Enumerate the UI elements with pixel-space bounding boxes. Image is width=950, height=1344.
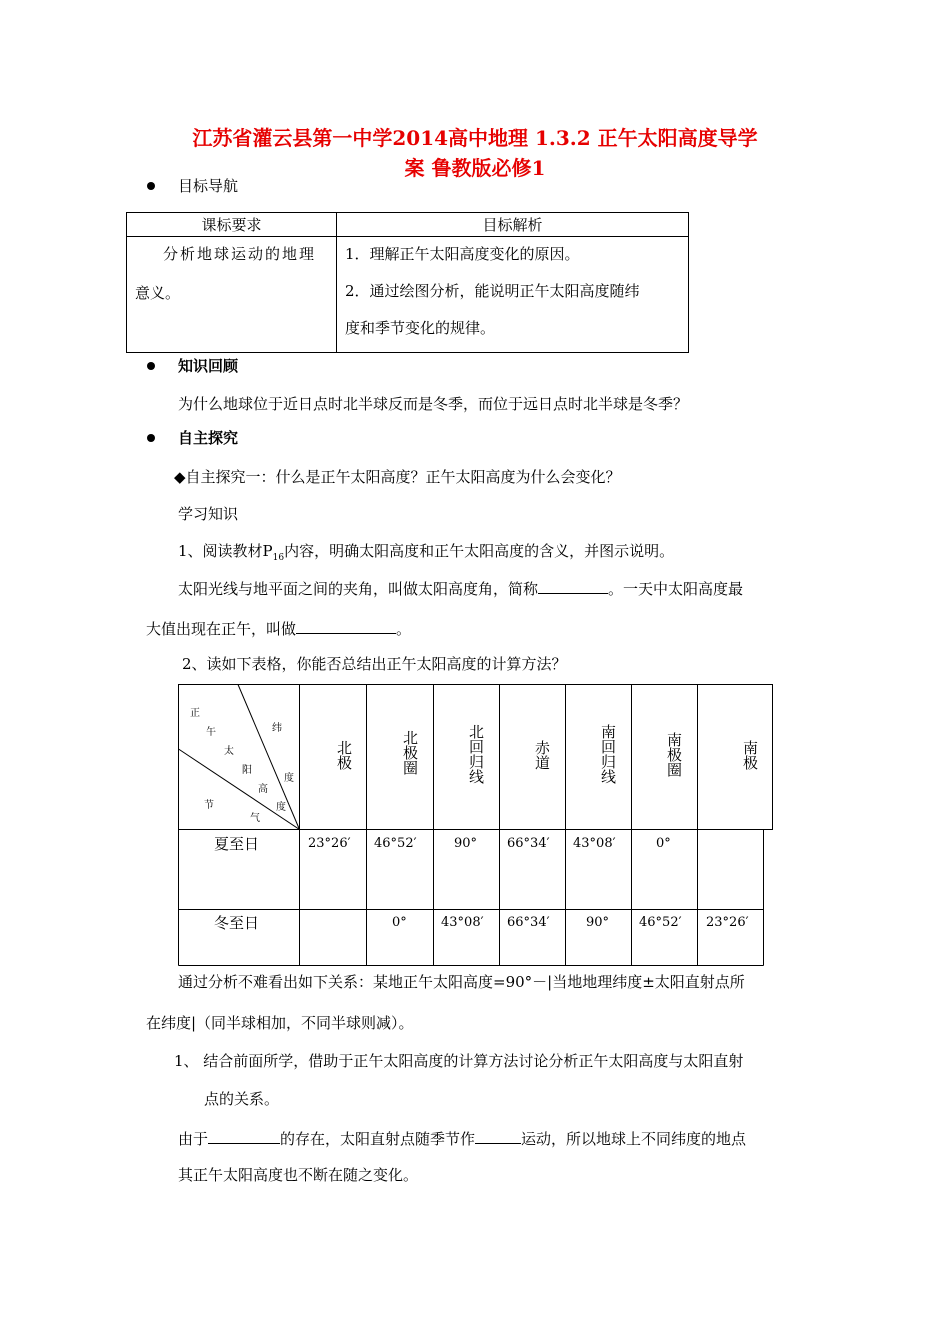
col-header-antarctic-circle: 南极圈 xyxy=(665,732,683,777)
blank-line xyxy=(475,1127,521,1144)
col-header-equator: 赤道 xyxy=(533,740,551,770)
col-header-tropic-capricorn: 南回归线 xyxy=(599,724,617,784)
goal-table xyxy=(126,212,689,353)
explore-question-1: ◆自主探究一：什么是正午太阳高度？正午太阳高度为什么会变化？ xyxy=(174,468,621,486)
para3-b: 。 xyxy=(396,620,412,638)
diag-label: 正 xyxy=(190,708,200,719)
diag-label: 气 xyxy=(250,813,260,824)
relation-line-2: 在纬度|（同半球相加，不同半球则减）。 xyxy=(146,1014,414,1032)
table-cell: 66°34′ xyxy=(507,915,550,930)
discussion-line-2: 点的关系。 xyxy=(204,1090,280,1108)
goal-item-1: 1．理解正午太阳高度变化的原因。 xyxy=(345,245,580,263)
cause-a: 由于 xyxy=(178,1130,209,1148)
doc-title-line1: 江苏省灌云县第一中学2014高中地理 1.3.2 正午太阳高度导学 xyxy=(192,126,758,150)
bullet-icon xyxy=(147,434,155,442)
review-question: 为什么地球位于近日点时北半球反而是冬季，而位于远日点时北半球是冬季？ xyxy=(178,395,689,413)
explore-para-4: 2、读如下表格，你能否总结出正午太阳高度的计算方法？ xyxy=(182,655,567,673)
goal-req-line1: 分析地球运动的地理 xyxy=(163,245,317,263)
discussion-line-1: 1、 结合前面所学，借助于正午太阳高度的计算方法讨论分析正午太阳高度与太阳直射 xyxy=(174,1052,744,1070)
blank-line xyxy=(296,617,396,634)
row-label-winter: 冬至日 xyxy=(214,914,260,932)
table-cell: 90° xyxy=(454,836,478,851)
goal-req-cell xyxy=(127,237,337,353)
col-header-north-pole: 北极 xyxy=(335,740,353,770)
table-cell: 46°52′ xyxy=(639,915,682,930)
cause-c: 运动，所以地球上不同纬度的地点 xyxy=(521,1130,747,1148)
table-cell: 90° xyxy=(586,915,610,930)
col-header-tropic-cancer: 北回归线 xyxy=(467,724,485,784)
table-cell: 23°26′ xyxy=(308,836,351,851)
para2-a: 太阳光线与地平面之间的夹角，叫做太阳高度角，简称 xyxy=(178,580,539,598)
table-cell: 43°08′ xyxy=(441,915,484,930)
para1-post: 内容，明确太阳高度和正午太阳高度的含义，并图示说明。 xyxy=(284,542,675,560)
diag-label: 高 xyxy=(258,784,268,795)
sun-table xyxy=(178,684,773,966)
table-cell: 23°26′ xyxy=(706,915,749,930)
blank-line xyxy=(538,577,608,594)
table-cell: 46°52′ xyxy=(374,836,417,851)
explore-para-2 xyxy=(178,577,743,599)
para3-a: 大值出现在正午，叫做 xyxy=(146,620,297,638)
cause-b: 的存在，太阳直射点随季节作 xyxy=(280,1130,476,1148)
para1-pre: 1、阅读教材P xyxy=(178,542,273,560)
table-cell: 66°34′ xyxy=(507,836,550,851)
para2-b: 。一天中太阳高度最 xyxy=(608,580,744,598)
section-review: 知识回顾 xyxy=(178,357,239,375)
explore-para-3 xyxy=(146,617,411,639)
blank-line xyxy=(208,1127,280,1144)
bullet-icon xyxy=(147,182,155,190)
diag-label: 度 xyxy=(276,802,286,813)
diag-label: 节 xyxy=(204,800,214,811)
relation-line-1: 通过分析不难看出如下关系：某地正午太阳高度=90°－|当地地理纬度±太阳直射点所 xyxy=(178,973,745,991)
para1-sub: 16 xyxy=(272,553,285,563)
diag-label: 度 xyxy=(284,773,294,784)
cause-line-2: 其正午太阳高度也不断在随之变化。 xyxy=(178,1166,419,1184)
explore-para-1 xyxy=(178,541,674,568)
diag-label: 太 xyxy=(224,746,234,757)
goal-analysis-cell xyxy=(337,237,689,353)
row-label-summer: 夏至日 xyxy=(214,835,260,853)
goal-item-2b: 度和季节变化的规律。 xyxy=(345,319,496,337)
goal-item-2a: 2．通过绘图分析，能说明正午太阳高度随纬 xyxy=(345,282,640,300)
goal-header-analysis: 目标解析 xyxy=(337,213,689,237)
diag-label: 纬 xyxy=(272,723,282,734)
goal-req-line2: 意义。 xyxy=(135,284,181,302)
bullet-icon xyxy=(147,362,155,370)
diag-label: 午 xyxy=(206,727,216,738)
section-nav: 目标导航 xyxy=(178,177,239,195)
goal-header-req: 课标要求 xyxy=(127,213,337,237)
study-heading: 学习知识 xyxy=(178,505,239,523)
diag-label: 阳 xyxy=(242,765,252,776)
section-explore: 自主探究 xyxy=(178,429,239,447)
table-cell: 0° xyxy=(656,836,671,851)
col-header-south-pole: 南极 xyxy=(741,740,759,770)
col-header-arctic-circle: 北极圈 xyxy=(401,730,419,775)
table-cell: 0° xyxy=(392,915,407,930)
doc-title-line2: 案 鲁教版必修1 xyxy=(404,156,546,180)
table-cell: 43°08′ xyxy=(573,836,616,851)
cause-line-1 xyxy=(178,1127,746,1149)
